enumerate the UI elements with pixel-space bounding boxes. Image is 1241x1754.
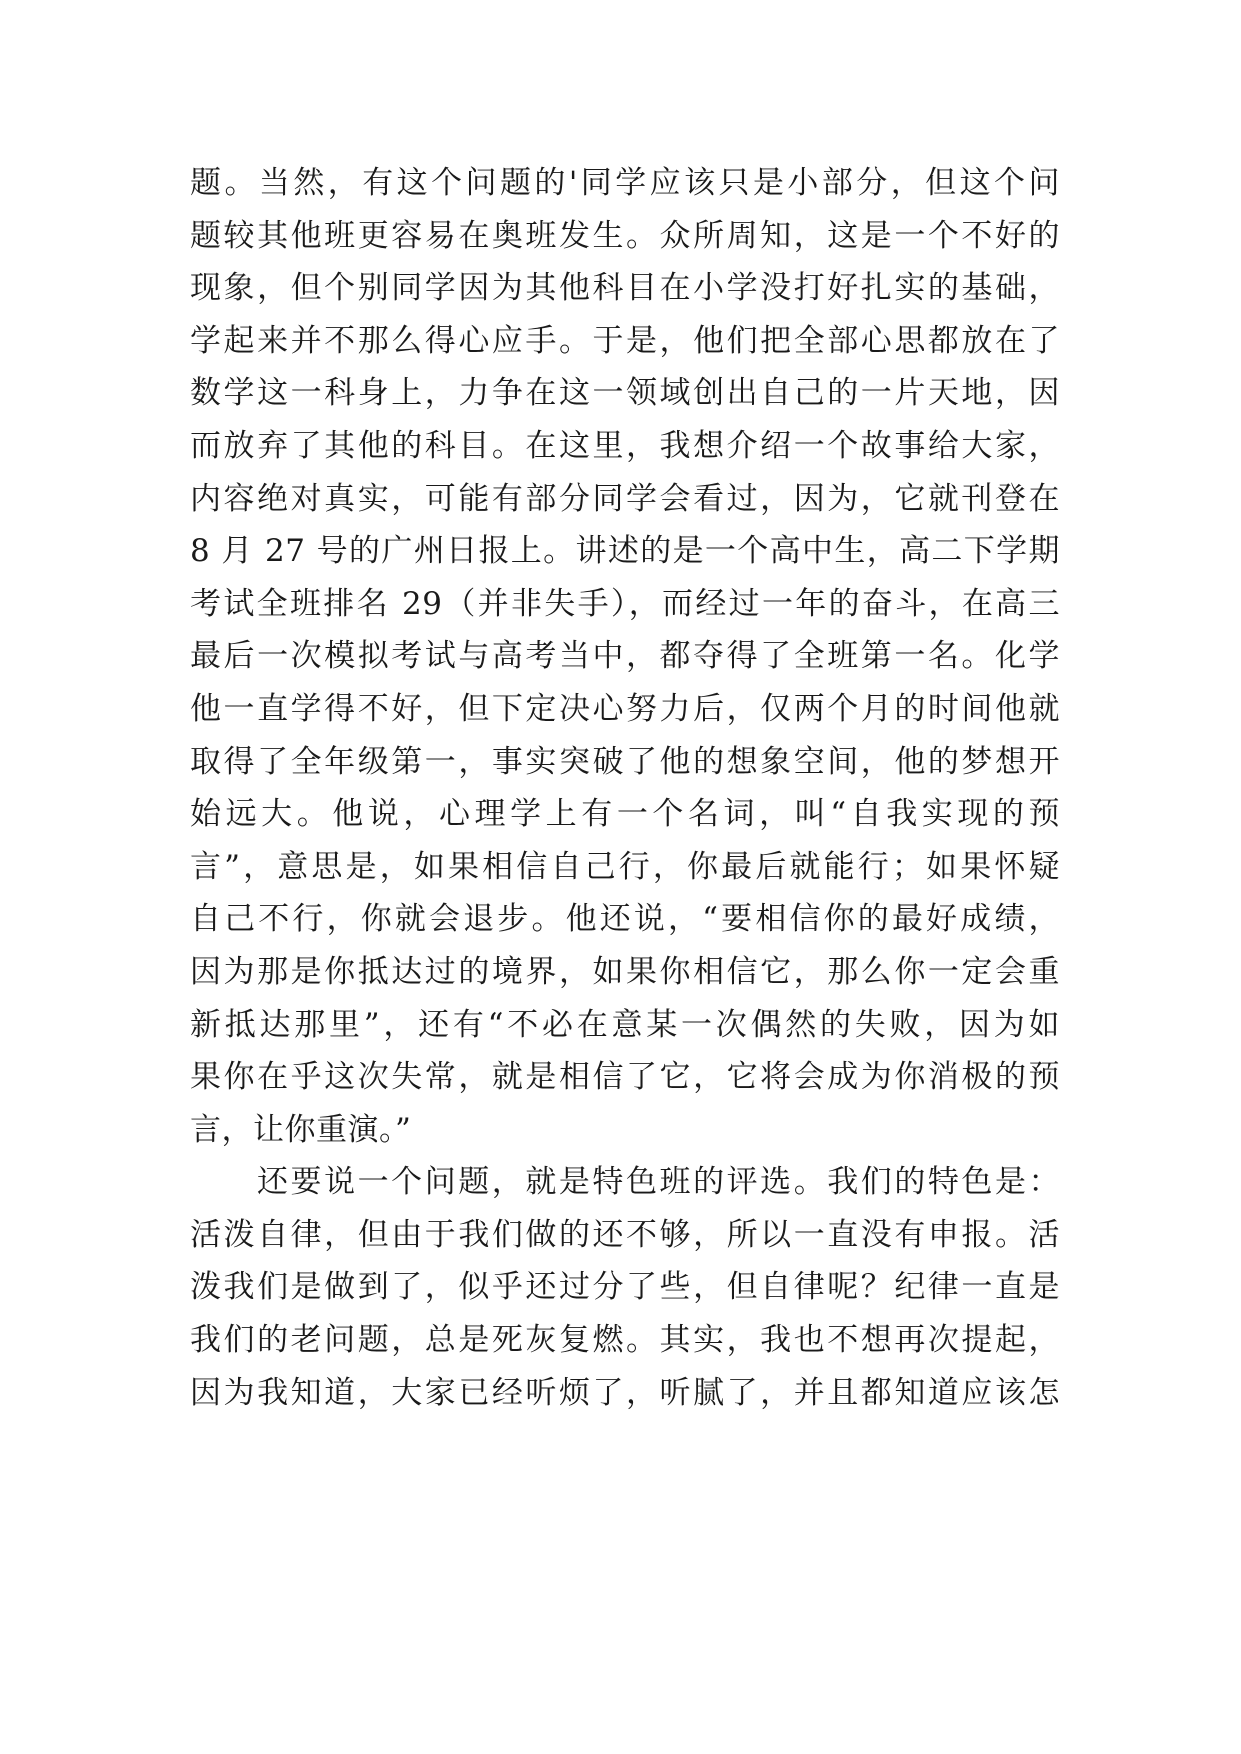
text-line: 8 月 27 号的广州日报上。讲述的是一个高中生，高二下学期	[190, 533, 1060, 570]
text-line: 现象，但个别同学因为其他科目在小学没打好扎实的基础，	[190, 270, 1060, 307]
text-line: 始远大。他说，心理学上有一个名词，叫“自我实现的预	[190, 796, 1060, 833]
text-line: 学起来并不那么得心应手。于是，他们把全部心思都放在了	[190, 322, 1060, 359]
document-body	[190, 157, 1060, 1419]
text-line: 而放弃了其他的科目。在这里，我想介绍一个故事给大家，	[190, 427, 1060, 464]
text-line: 泼我们是做到了，似乎还过分了些，但自律呢？纪律一直是	[190, 1269, 1060, 1306]
text-line: 数学这一科身上，力争在这一领域创出自己的一片天地，因	[190, 375, 1060, 412]
text-line: 取得了全年级第一，事实突破了他的想象空间，他的梦想开	[190, 743, 1060, 780]
text-line: 因为那是你抵达过的境界，如果你相信它，那么你一定会重	[190, 953, 1060, 990]
text-line: 新抵达那里”，还有“不必在意某一次偶然的失败，因为如	[190, 1006, 1060, 1043]
text-line: 自己不行，你就会退步。他还说，“要相信你的最好成绩，	[190, 901, 1060, 938]
text-line: 活泼自律，但由于我们做的还不够，所以一直没有申报。活	[190, 1216, 1060, 1253]
text-line: 内容绝对真实，可能有部分同学会看过，因为，它就刊登在	[190, 480, 1060, 517]
paragraph-end-line: 言，让你重演。”	[190, 1111, 412, 1148]
text-line: 最后一次模拟考试与高考当中，都夺得了全班第一名。化学	[190, 638, 1060, 675]
text-line: 题较其他班更容易在奥班发生。众所周知，这是一个不好的	[190, 217, 1060, 254]
text-line: 因为我知道，大家已经听烦了，听腻了，并且都知道应该怎	[190, 1374, 1060, 1411]
text-line: 题。当然，有这个问题的'同学应该只是小部分，但这个问	[190, 165, 1060, 201]
paragraph-start-line: 还要说一个问题，就是特色班的评选。我们的特色是：	[257, 1164, 1060, 1201]
text-line: 考试全班排名 29（并非失手），而经过一年的奋斗，在高三	[190, 585, 1060, 622]
text-line: 他一直学得不好，但下定决心努力后，仅两个月的时间他就	[190, 690, 1060, 727]
text-line: 言”，意思是，如果相信自己行，你最后就能行；如果怀疑	[190, 848, 1060, 885]
text-line: 果你在乎这次失常，就是相信了它，它将会成为你消极的预	[190, 1059, 1060, 1096]
text-line: 我们的老问题，总是死灰复燃。其实，我也不想再次提起，	[190, 1322, 1060, 1359]
